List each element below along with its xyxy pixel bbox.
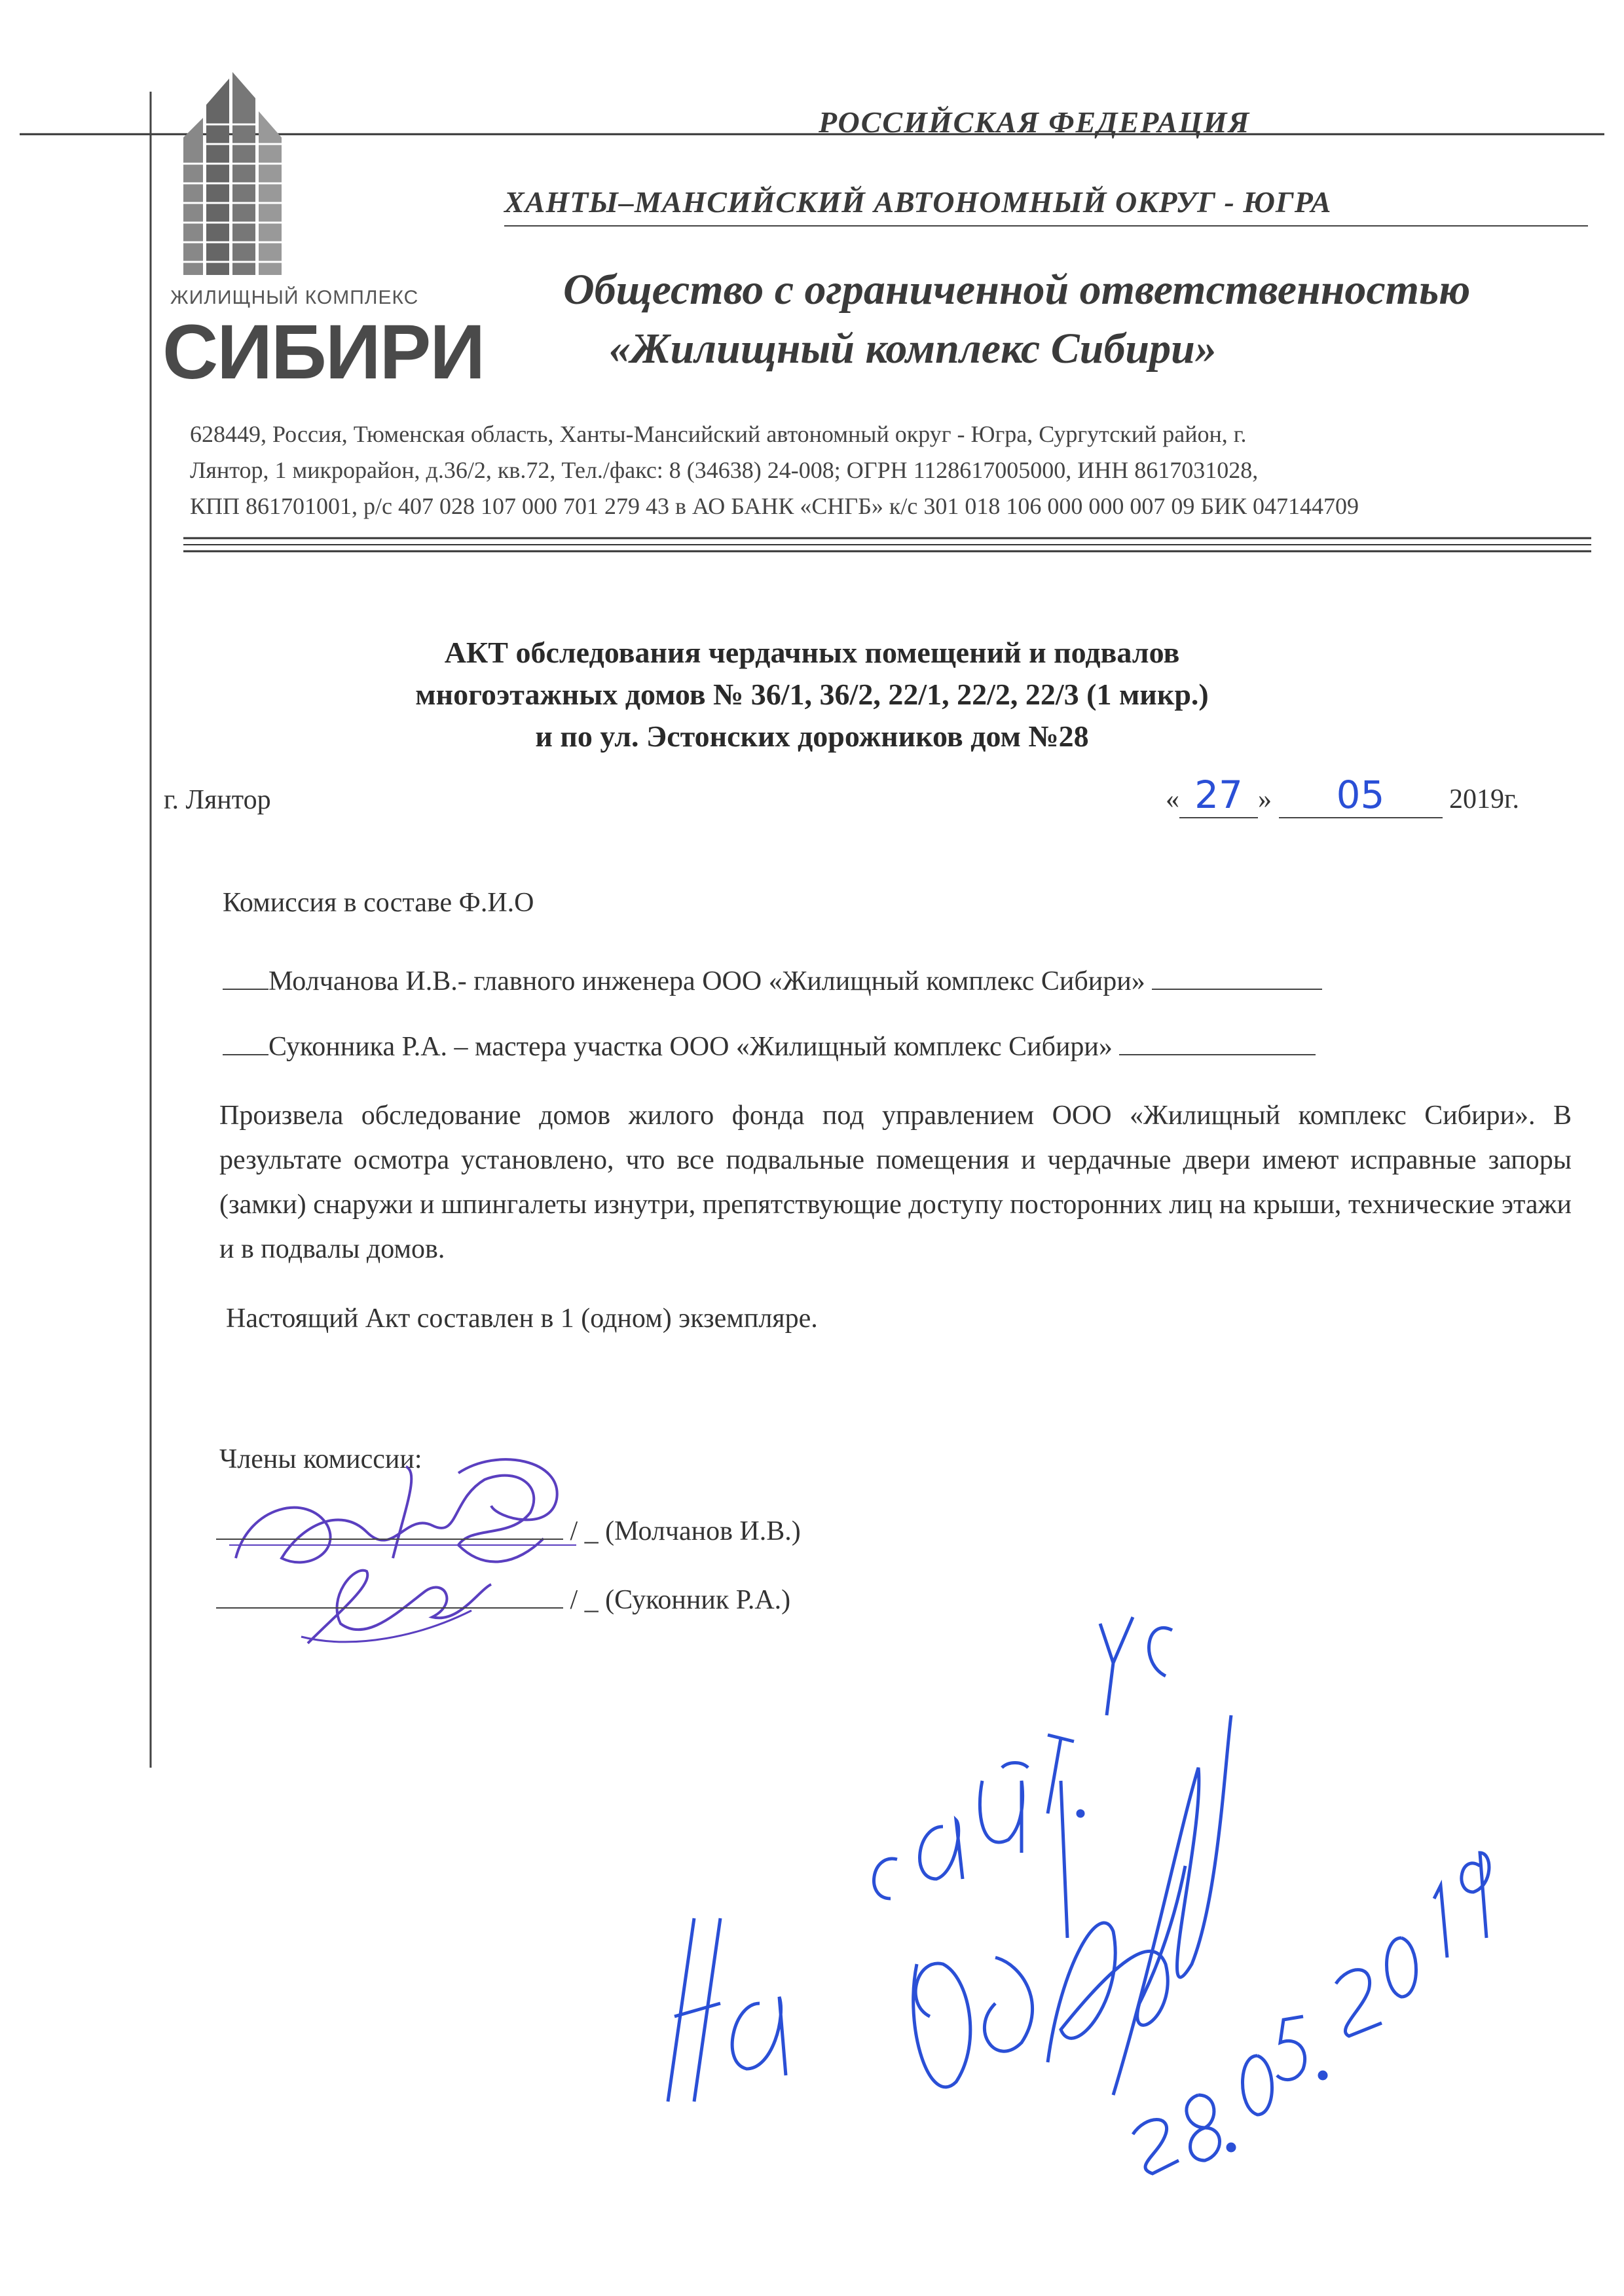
act-title-line1: АКТ обследования чердачных помещений и подвалов: [444, 636, 1180, 669]
blank-line: [1119, 1054, 1316, 1055]
place-name: г. Лянтор: [164, 785, 271, 815]
date-month: 05: [1279, 773, 1443, 818]
org-name-line2: «Жилищный комплекс Сибири»: [609, 325, 1217, 373]
blank-line: [1152, 989, 1322, 990]
copies-statement: Настоящий Акт составлен в 1 (одном) экземпляре.: [226, 1303, 818, 1334]
district-heading: ХАНТЫ–МАНСИЙСКИЙ АВТОНОМНЫЙ ОКРУГ - ЮГРА: [504, 185, 1332, 219]
blank-line: [223, 1054, 268, 1055]
document-date: [1166, 773, 1519, 818]
member-2-text: Суконника Р.А. – мастера участка ООО «Жилищный комплекс Сибири»: [268, 1032, 1113, 1062]
logo-tagline: ЖИЛИЩНЫЙ КОМПЛЕКС: [170, 287, 419, 308]
building-logo-icon: [183, 72, 282, 275]
signature-line-1: [216, 1516, 801, 1547]
date-year: 2019г.: [1449, 784, 1519, 814]
signature-slash: / _: [570, 1585, 599, 1615]
signature-slash: / _: [570, 1516, 599, 1546]
signature-blank: [216, 1607, 563, 1609]
address-line-2: Лянтор, 1 микрорайон, д.36/2, кв.72, Тел./факс: 8 (34638) 24-008; ОГРН 1128617005000, ИНН 8617031028,: [190, 457, 1259, 483]
address-line-1: 628449, Россия, Тюменская область, Ханты-Мансийский автономный округ - Югра, Сургутский район, г.: [190, 421, 1247, 447]
commission-intro: Комиссия в составе Ф.И.О: [223, 888, 534, 918]
blank-line: [223, 989, 268, 990]
org-name-line1: Общество с ограниченной ответственностью: [563, 266, 1471, 314]
signature-line-2: [216, 1584, 790, 1616]
date-open-quote: «: [1166, 784, 1179, 814]
act-title-line2: многоэтажных домов № 36/1, 36/2, 22/1, 22/2, 22/3 (1 микр.): [415, 678, 1209, 711]
inspection-paragraph: Произвела обследование домов жилого фонда под управлением ООО «Жилищный комплекс Сибири». В результате осмотра установлено, что все подвальные помещения и чердачные двери имеют исправные запоры (замки) снаружи и шпингалеты изнутри, препятствующие доступу посторонних лиц на крыши, технические этажи и в подвалы домов.: [219, 1101, 1572, 1264]
signature-blank: [216, 1539, 563, 1540]
handwritten-annotation: [668, 1617, 1489, 2174]
signer-1-name: (Молчанов И.В.): [605, 1516, 801, 1546]
act-title-line3: и по ул. Эстонских дорожников дом №28: [535, 720, 1089, 753]
signer-2-name: (Суконник Р.А.): [605, 1585, 791, 1615]
date-day: 27: [1179, 773, 1258, 818]
date-close-quote: »: [1258, 784, 1272, 814]
country-heading: РОССИЙСКАЯ ФЕДЕРАЦИЯ: [819, 105, 1251, 139]
member-1-text: Молчанова И.В.- главного инженера ООО «Жилищный комплекс Сибири»: [268, 966, 1145, 996]
logo-wordmark: СИБИРИ: [162, 309, 485, 395]
address-line-3: КПП 861701001, р/с 407 028 107 000 701 279 43 в АО БАНК «СНГБ» к/с 301 018 106 000 000 007 09 БИК 047144709: [190, 493, 1359, 519]
commission-member-1: [223, 966, 1322, 997]
signatures-heading: Члены комиссии:: [219, 1444, 422, 1474]
commission-member-2: [223, 1031, 1316, 1063]
